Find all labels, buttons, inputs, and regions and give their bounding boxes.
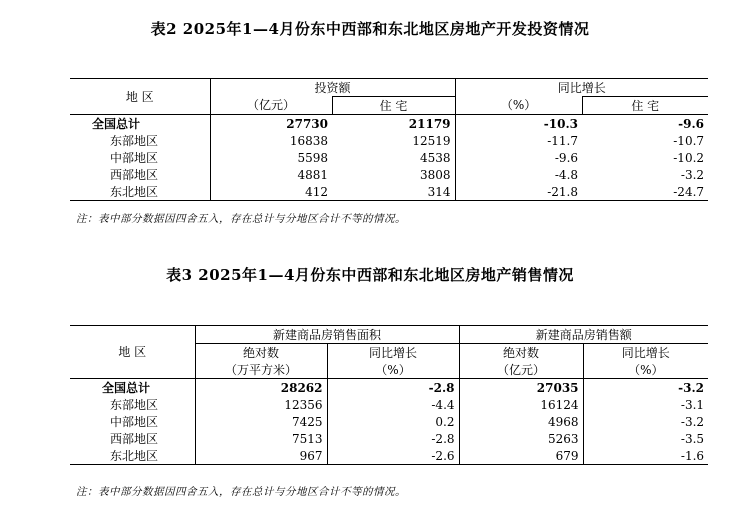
header-yoy2: 同比增长: [621, 345, 670, 360]
cell-area-yoy: -2.6: [327, 447, 459, 465]
cell-residential: 4538: [332, 149, 455, 166]
cell-yoy: -10.3: [543, 116, 579, 131]
header-unit: （亿元）: [210, 97, 332, 115]
header-yoy: 同比增长: [557, 80, 606, 95]
investment-table: [70, 78, 708, 201]
cell-residential: 3808: [332, 166, 455, 183]
cell-sales-yoy: -3.2: [680, 414, 705, 429]
header-pct: （%）: [327, 361, 459, 379]
cell-area: 28262: [195, 379, 327, 397]
cell-sales: 4968: [459, 413, 583, 430]
table3-note: 注：表中部分数据因四舍五入，存在总计与分地区合计不等的情况。: [76, 486, 406, 498]
cell-investment: 27730: [286, 116, 328, 131]
row-region: 西部地区: [70, 430, 195, 447]
header-investment: 投资额: [210, 79, 455, 97]
header-pct: （%）: [455, 97, 582, 115]
cell-yoy: -4.8: [554, 167, 579, 182]
sales-table: [70, 325, 708, 465]
cell-sales: 16124: [459, 396, 583, 413]
row-region: 中部地区: [70, 413, 195, 430]
table-row: [70, 115, 708, 133]
table-row: [70, 183, 708, 201]
header-residential: 住 宅: [332, 97, 455, 115]
cell-area: 7425: [195, 413, 327, 430]
table3-title: 表3 2025年1—4月份东中西部和东北地区房地产销售情况: [166, 266, 574, 284]
cell-residential: 21179: [332, 115, 455, 133]
cell-area-yoy: 0.2: [327, 413, 459, 430]
cell-sales: 5263: [459, 430, 583, 447]
row-region: 全国总计: [70, 115, 210, 133]
row-region: 东部地区: [70, 132, 210, 149]
cell-yoy-residential: -24.7: [673, 184, 705, 199]
row-region: 全国总计: [70, 379, 195, 397]
cell-area: 967: [195, 447, 327, 465]
cell-sales-yoy: -3.1: [680, 397, 705, 412]
cell-yoy: -9.6: [554, 150, 579, 165]
cell-sales-yoy: -1.6: [680, 448, 705, 463]
cell-yoy: -21.8: [547, 184, 579, 199]
header-area-group: 新建商品房销售面积: [195, 326, 459, 344]
table-row: [70, 396, 708, 413]
table-row: [70, 149, 708, 166]
cell-investment: 412: [305, 184, 328, 199]
cell-area-yoy: -4.4: [327, 396, 459, 413]
cell-sales: 27035: [459, 379, 583, 397]
row-region: 东部地区: [70, 396, 195, 413]
cell-yoy-residential: -10.7: [673, 133, 705, 148]
cell-area-yoy: -2.8: [327, 430, 459, 447]
cell-residential: 314: [332, 183, 455, 201]
cell-area: 7513: [195, 430, 327, 447]
cell-residential: 12519: [332, 132, 455, 149]
row-region: 东北地区: [70, 183, 210, 201]
cell-sales-yoy: -3.2: [678, 380, 705, 395]
header-yoy: 同比增长: [327, 344, 459, 362]
cell-area-yoy: -2.8: [327, 379, 459, 397]
cell-sales: 679: [459, 447, 583, 465]
header-abs2: 绝对数: [459, 344, 583, 362]
header-pct2: （%）: [583, 361, 708, 379]
table-row: [70, 430, 708, 447]
row-region: 中部地区: [70, 149, 210, 166]
header-sales-unit: （亿元）: [459, 361, 583, 379]
cell-investment: 4881: [297, 167, 328, 182]
header-yoy-residential: 住 宅: [582, 97, 708, 115]
row-region: 东北地区: [70, 447, 195, 465]
header-sales-group: 新建商品房销售额: [459, 326, 708, 344]
cell-yoy-residential: -10.2: [673, 150, 705, 165]
table-row: [70, 132, 708, 149]
cell-yoy-residential: -9.6: [678, 116, 705, 131]
cell-investment: 16838: [289, 133, 328, 148]
header-region: 地 区: [70, 79, 210, 115]
cell-yoy-residential: -3.2: [680, 167, 705, 182]
table2-note: 注：表中部分数据因四舍五入，存在总计与分地区合计不等的情况。: [76, 213, 406, 225]
header-abs: 绝对数: [195, 344, 327, 362]
header-region: 地 区: [70, 326, 195, 379]
cell-yoy: -11.7: [547, 133, 579, 148]
header-area-unit: （万平方米）: [195, 361, 327, 379]
cell-area: 12356: [195, 396, 327, 413]
table-row: [70, 447, 708, 465]
table-row: [70, 413, 708, 430]
table2-title: 表2 2025年1—4月份东中西部和东北地区房地产开发投资情况: [150, 20, 590, 38]
row-region: 西部地区: [70, 166, 210, 183]
table-row: [70, 379, 708, 397]
cell-sales-yoy: -3.5: [680, 431, 705, 446]
cell-investment: 5598: [297, 150, 328, 165]
table-row: [70, 166, 708, 183]
